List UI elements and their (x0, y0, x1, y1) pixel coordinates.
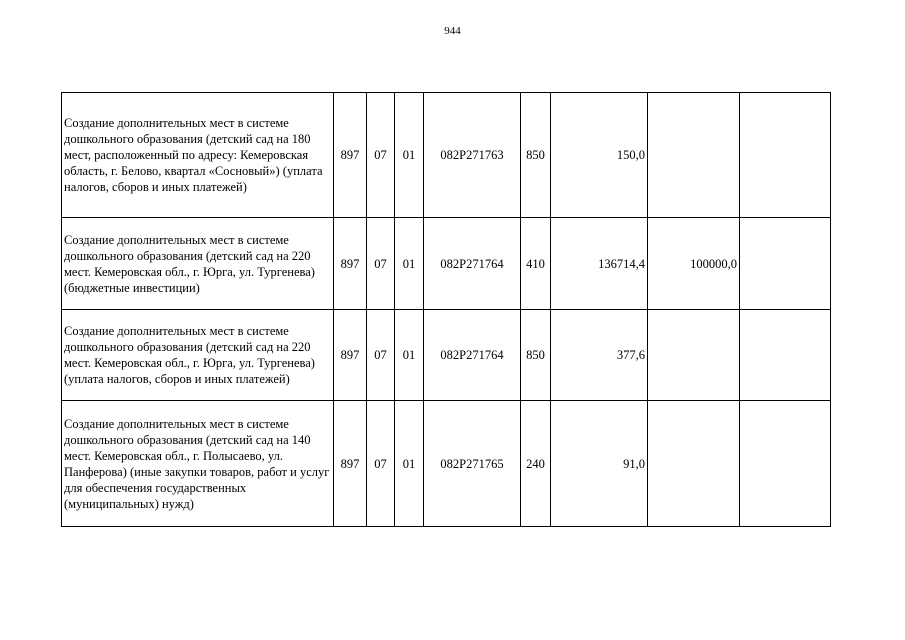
amount-1: 150,0 (551, 93, 648, 218)
amount-3 (740, 218, 831, 310)
ministry-code: 897 (334, 218, 367, 310)
ministry-code: 897 (334, 93, 367, 218)
page-number: 944 (444, 25, 461, 37)
section-code: 07 (367, 218, 395, 310)
section-code: 07 (367, 310, 395, 401)
table-row (62, 218, 831, 310)
target-article-code: 082P271763 (424, 93, 521, 218)
table-row (62, 93, 831, 218)
ministry-code: 897 (334, 310, 367, 401)
section-code: 07 (367, 93, 395, 218)
amount-3 (740, 310, 831, 401)
expense-description: Создание дополнительных мест в системе дошкольного образования (детский сад на 140 мест. Кемеровская обл., г. Полысаево, ул. Панферова) (иные закупки товаров, работ и услуг для обеспечения государственных (муниципальных) нужд) (62, 401, 334, 527)
ministry-code: 897 (334, 401, 367, 527)
amount-2 (648, 401, 740, 527)
table-row (62, 310, 831, 401)
amount-1: 136714,4 (551, 218, 648, 310)
amount-2: 100000,0 (648, 218, 740, 310)
expense-type-code: 410 (521, 218, 551, 310)
section-code: 07 (367, 401, 395, 527)
amount-1: 91,0 (551, 401, 648, 527)
expense-description: Создание дополнительных мест в системе дошкольного образования (детский сад на 220 мест. Кемеровская обл., г. Юрга, ул. Тургенева) (бюджетные инвестиции) (62, 218, 334, 310)
target-article-code: 082P271764 (424, 218, 521, 310)
table-row (62, 401, 831, 527)
subsection-code: 01 (395, 401, 424, 527)
expense-type-code: 850 (521, 310, 551, 401)
expense-type-code: 850 (521, 93, 551, 218)
expense-description: Создание дополнительных мест в системе дошкольного образования (детский сад на 180 мест, расположенный по адресу: Кемеровская область, г. Белово, квартал «Сосновый») (уплата налогов, сборов и иных платежей) (62, 93, 334, 218)
amount-2 (648, 93, 740, 218)
subsection-code: 01 (395, 93, 424, 218)
target-article-code: 082P271765 (424, 401, 521, 527)
amount-2 (648, 310, 740, 401)
subsection-code: 01 (395, 310, 424, 401)
expense-type-code: 240 (521, 401, 551, 527)
budget-table (61, 92, 831, 527)
subsection-code: 01 (395, 218, 424, 310)
amount-3 (740, 401, 831, 527)
expense-description: Создание дополнительных мест в системе дошкольного образования (детский сад на 220 мест. Кемеровская обл., г. Юрга, ул. Тургенева) (уплата налогов, сборов и иных платежей) (62, 310, 334, 401)
target-article-code: 082P271764 (424, 310, 521, 401)
amount-1: 377,6 (551, 310, 648, 401)
amount-3 (740, 93, 831, 218)
